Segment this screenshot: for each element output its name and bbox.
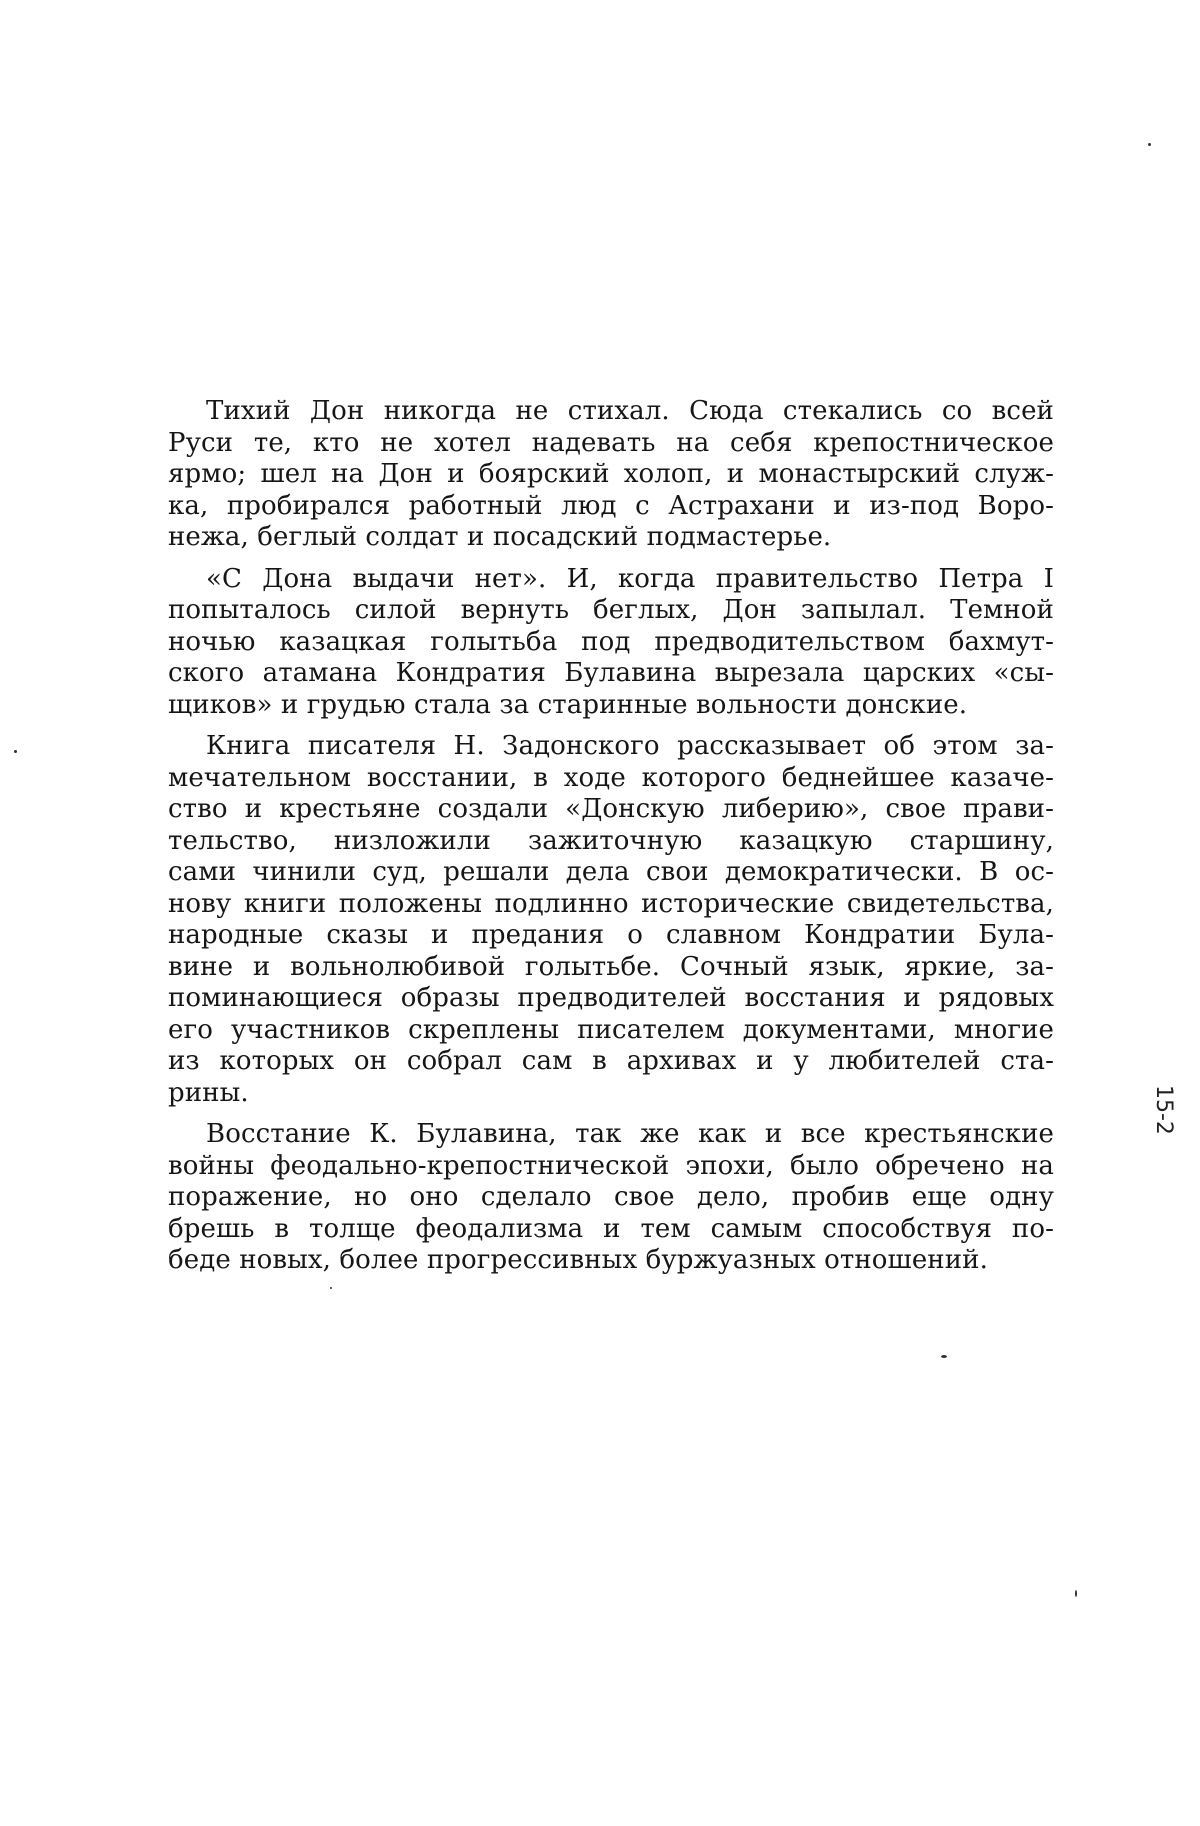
text-line: нежа, беглый солдат и посадский подмастерье. <box>168 522 832 552</box>
paragraph <box>168 731 1054 1109</box>
text-line: рины. <box>168 1077 249 1108</box>
text-line: ночью казацкая голытьба под предводительством бахмут- <box>168 626 1054 657</box>
text-line: тельство, низложили зажиточную казацкую старшину, <box>168 825 1054 856</box>
text-line: ского атамана Кондратия Булавина вырезала царских «сы- <box>168 658 1054 688</box>
print-speck <box>14 750 17 753</box>
text-line: ка, пробирался работный люд с Астрахани и из-под Воро- <box>168 490 1054 521</box>
text-line: попыталось силой вернуть беглых, Дон запылал. Темной <box>168 595 1054 625</box>
text-line: брешь в толще феодализма и тем самым способствуя по- <box>168 1213 1054 1244</box>
text-line: щиков» и грудью стала за старинные вольности донские. <box>168 689 968 720</box>
margin-note: 15-2 <box>1151 1085 1176 1135</box>
annotation-text <box>168 396 1054 1287</box>
text-line: поражение, но оно сделало свое дело, пробив еще одну <box>168 1182 1054 1212</box>
text-line: Тихий Дон никогда не стихал. Сюда стекались со всей <box>206 396 1054 426</box>
text-line: поминающиеся образы предводителей восстания и рядовых <box>168 983 1054 1013</box>
text-line: его участников скреплены писателем документами, многие <box>168 1014 1054 1045</box>
print-speck <box>330 1287 332 1289</box>
text-line: из которых он собрал сам в архивах и у любителей ста- <box>168 1046 1054 1076</box>
text-line: Книга писателя Н. Задонского рассказывает об этом за- <box>206 731 1054 761</box>
text-line: ство и крестьяне создали «Донскую либерию», свое прави- <box>168 794 1054 824</box>
paragraph <box>168 1119 1054 1277</box>
text-line: беде новых, более прогрессивных буржуазных отношений. <box>168 1245 988 1275</box>
text-line: войны феодально-крепостнической эпохи, было обречено на <box>168 1150 1054 1181</box>
text-line: ярмо; шел на Дон и боярский холоп, и монастырский служ- <box>168 459 1054 489</box>
text-line: сами чинили суд, решали дела свои демократически. В ос- <box>168 857 1054 887</box>
text-line: мечательном восстании, в ходе которого беднейшее казаче- <box>168 762 1054 793</box>
paragraph <box>168 564 1054 722</box>
text-line: вине и вольнолюбивой голытьбе. Сочный язык, яркие, за- <box>168 951 1054 982</box>
print-speck <box>1075 1590 1077 1597</box>
paragraph <box>168 396 1054 554</box>
text-line: «С Дона выдачи нет». И, когда правительство Петра I <box>206 563 1054 594</box>
print-speck <box>941 1355 947 1358</box>
text-line: народные сказы и предания о славном Кондратии Була- <box>168 920 1054 950</box>
text-line: Руси те, кто не хотел надевать на себя крепостническое <box>168 427 1054 458</box>
text-line: Восстание К. Булавина, так же как и все крестьянские <box>206 1119 1054 1149</box>
print-speck <box>1148 143 1151 146</box>
text-line: нову книги положены подлинно исторические свидетельства, <box>168 888 1054 919</box>
